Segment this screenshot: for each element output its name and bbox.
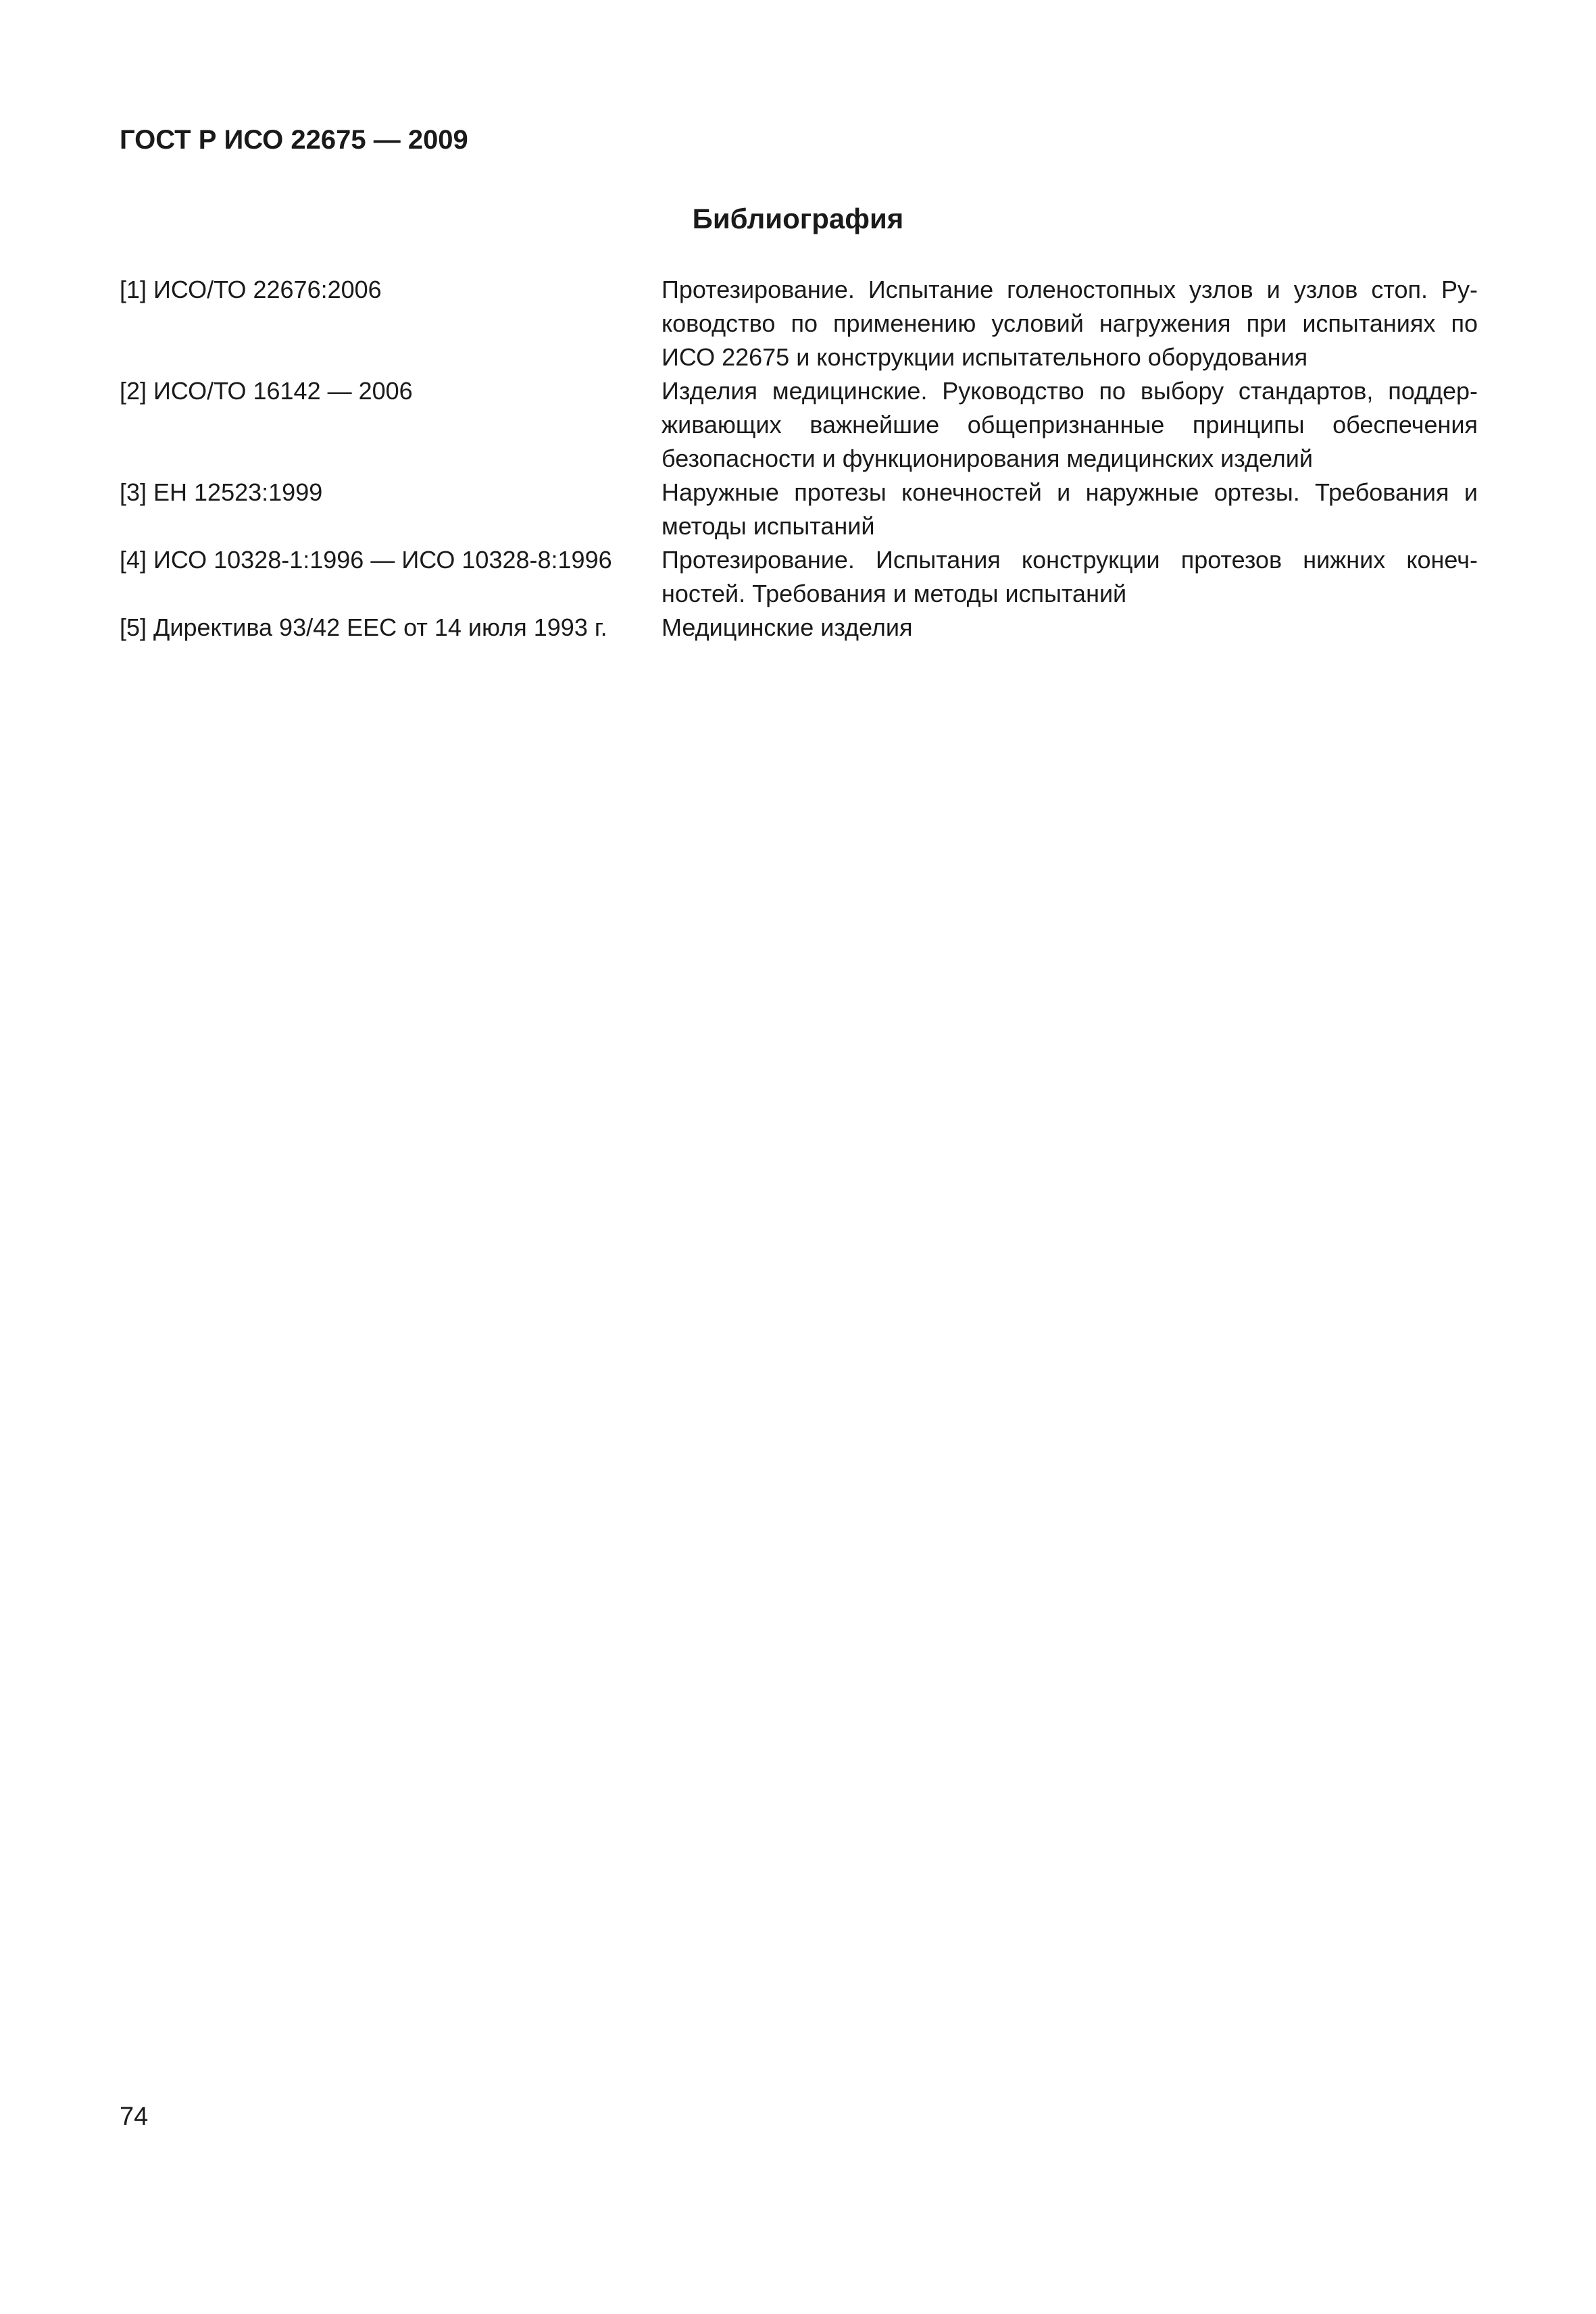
document-header: ГОСТ Р ИСО 22675 — 2009 bbox=[120, 125, 468, 155]
bibliography-ref: [5] Директива 93/42 ЕЕС от 14 июля 1993 г. bbox=[120, 613, 607, 641]
bibliography-entry bbox=[120, 476, 1478, 543]
description-line: Медицинские изделия bbox=[662, 613, 913, 641]
bibliography-ref: [2] ИСО/ТО 16142 — 2006 bbox=[120, 377, 413, 405]
bibliography-entry bbox=[120, 374, 1478, 476]
bibliography-description bbox=[662, 374, 1478, 476]
bibliography-description bbox=[662, 611, 1478, 645]
description-line: Протезирование. Испытания конструкции протезов нижних конеч- bbox=[662, 546, 1478, 574]
section-title-container bbox=[0, 203, 1596, 235]
bibliography-description bbox=[662, 543, 1478, 611]
description-line: безопасности и функционирования медицинских изделий bbox=[662, 445, 1314, 472]
description-line: ководство по применению условий нагружения при испытаниях по bbox=[662, 309, 1478, 337]
bibliography-description bbox=[662, 476, 1478, 543]
bibliography-entry bbox=[120, 273, 1478, 374]
page-number: 74 bbox=[120, 2103, 149, 2131]
bibliography-entry bbox=[120, 543, 1478, 611]
description-line: Наружные протезы конечностей и наружные ортезы. Требования и bbox=[662, 478, 1478, 506]
bibliography-entry bbox=[120, 611, 1478, 645]
bibliography-list bbox=[120, 273, 1478, 645]
description-line: живающих важнейшие общепризнанные принципы обеспечения bbox=[662, 411, 1478, 438]
description-line: Протезирование. Испытание голеностопных узлов и узлов стоп. Ру- bbox=[662, 276, 1478, 303]
bibliography-description bbox=[662, 273, 1478, 374]
bibliography-ref: [1] ИСО/ТО 22676:2006 bbox=[120, 276, 382, 303]
description-line: методы испытаний bbox=[662, 512, 875, 540]
description-line: ностей. Требования и методы испытаний bbox=[662, 580, 1127, 607]
description-line: Изделия медицинские. Руководство по выбору стандартов, поддер- bbox=[662, 377, 1478, 405]
bibliography-ref: [3] ЕН 12523:1999 bbox=[120, 478, 323, 506]
description-line: ИСО 22675 и конструкции испытательного оборудования bbox=[662, 343, 1308, 371]
section-title: Библиография bbox=[692, 203, 904, 234]
bibliography-ref: [4] ИСО 10328-1:1996 — ИСО 10328-8:1996 bbox=[120, 546, 612, 574]
